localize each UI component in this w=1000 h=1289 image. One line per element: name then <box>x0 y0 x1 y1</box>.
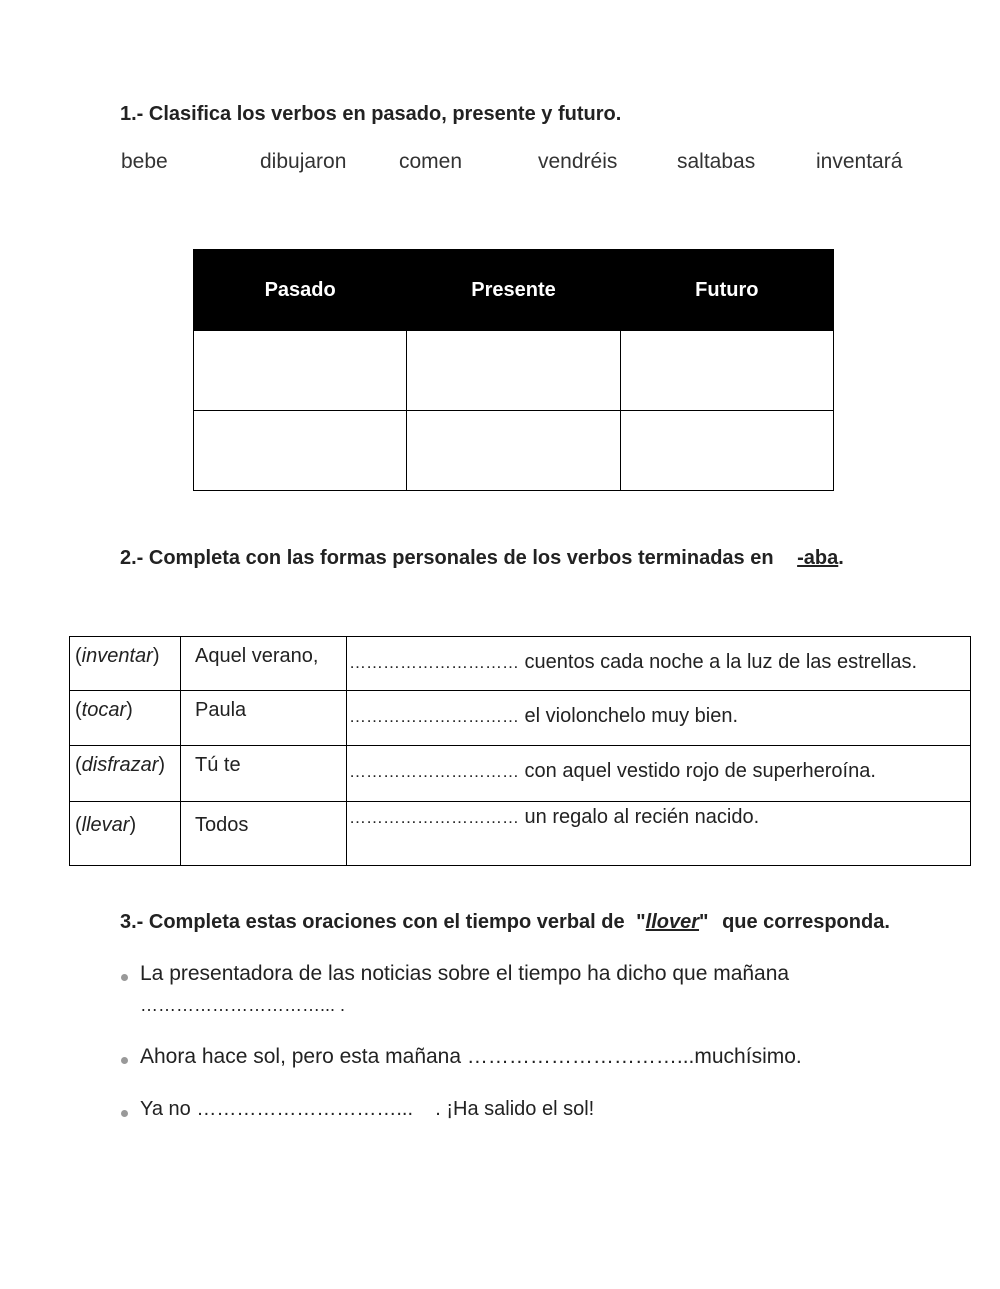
sentence-rest: el violonchelo muy bien. <box>519 705 739 727</box>
answer-cell[interactable] <box>407 331 620 411</box>
subject-cell: Aquel verano, <box>181 637 347 691</box>
paren-close: ) <box>129 814 137 836</box>
paren-close: ) <box>126 699 133 721</box>
paren-open: ( <box>75 645 82 667</box>
quote-close: " <box>699 911 709 933</box>
sentence-cell <box>347 802 971 866</box>
blank-field[interactable]: ………………………… <box>349 762 519 781</box>
table-row <box>70 746 971 802</box>
header-futuro: Futuro <box>620 250 833 331</box>
verb-word: saltabas <box>677 150 756 173</box>
table-row <box>70 637 971 691</box>
table-row <box>194 411 834 491</box>
section3-heading-end: que corresponda. <box>722 911 890 933</box>
verb-cell <box>70 802 181 866</box>
section3-verb: llover <box>645 911 700 933</box>
paren-close: ) <box>152 645 160 667</box>
infinitive: llevar <box>81 814 130 836</box>
verb-cell <box>70 691 181 746</box>
section1-heading: 1.- Clasifica los verbos en pasado, presente y futuro. <box>120 103 622 125</box>
exercise-sentence: La presentadora de las noticias sobre el tiempo ha dicho que mañana <box>140 962 790 985</box>
table-row <box>70 691 971 746</box>
classification-table <box>193 249 834 491</box>
verb-word: comen <box>399 150 463 173</box>
answer-cell[interactable] <box>194 331 407 411</box>
bullet-icon <box>121 974 128 981</box>
bullet-icon <box>121 1110 128 1117</box>
quote-open: " <box>636 911 646 933</box>
section2-heading-period: . <box>838 547 844 569</box>
header-presente: Presente <box>407 250 620 331</box>
answer-cell[interactable] <box>407 411 620 491</box>
blank-field[interactable]: ………………………… <box>349 808 519 827</box>
exercise-sentence: Ahora hace sol, pero esta mañana …………………………...muchísimo. <box>140 1045 802 1068</box>
answer-cell[interactable] <box>620 331 833 411</box>
verb-cell <box>70 746 181 802</box>
paren-open: ( <box>75 754 82 776</box>
verb-word: dibujaron <box>260 150 347 173</box>
section3-heading <box>120 911 890 934</box>
subject-cell: Tú te <box>181 746 347 802</box>
paren-close: ) <box>158 754 166 776</box>
verb-word: inventará <box>816 150 903 173</box>
conjugation-table <box>69 636 971 866</box>
answer-cell[interactable] <box>194 411 407 491</box>
blank-field[interactable]: ………………………… <box>349 707 519 726</box>
infinitive: disfrazar <box>81 754 159 776</box>
sentence-rest: con aquel vestido rojo de superheroína. <box>519 760 876 782</box>
subject-cell: Todos <box>181 802 347 866</box>
header-pasado: Pasado <box>194 250 407 331</box>
verb-word: bebe <box>121 150 168 173</box>
section3-heading-text: 3.- Completa estas oraciones con el tiempo verbal de <box>120 911 625 933</box>
sentence-cell <box>347 637 971 691</box>
infinitive: tocar <box>81 699 127 721</box>
blank-field[interactable]: ………………………… <box>349 653 519 672</box>
section2-heading-ending: -aba <box>797 547 839 569</box>
bullet-icon <box>121 1057 128 1064</box>
verb-cell <box>70 637 181 691</box>
answer-cell[interactable] <box>620 411 833 491</box>
section2-heading <box>120 547 844 570</box>
infinitive: inventar <box>81 645 153 667</box>
exercise-sentence: Ya no …………………………... . ¡Ha salido el sol! <box>140 1098 595 1120</box>
sentence-cell <box>347 691 971 746</box>
subject-cell: Paula <box>181 691 347 746</box>
paren-open: ( <box>75 814 82 836</box>
sentence-rest: un regalo al recién nacido. <box>519 806 760 828</box>
section2-heading-text: 2.- Completa con las formas personales de los verbos terminadas en <box>120 547 774 569</box>
sentence-cell <box>347 746 971 802</box>
paren-open: ( <box>75 699 82 721</box>
exercise-blank[interactable]: …………………………... . <box>140 995 346 1015</box>
sentence-rest: cuentos cada noche a la luz de las estrellas. <box>519 651 918 673</box>
table-row <box>194 331 834 411</box>
verb-word: vendréis <box>538 150 618 173</box>
table-row <box>70 802 971 866</box>
